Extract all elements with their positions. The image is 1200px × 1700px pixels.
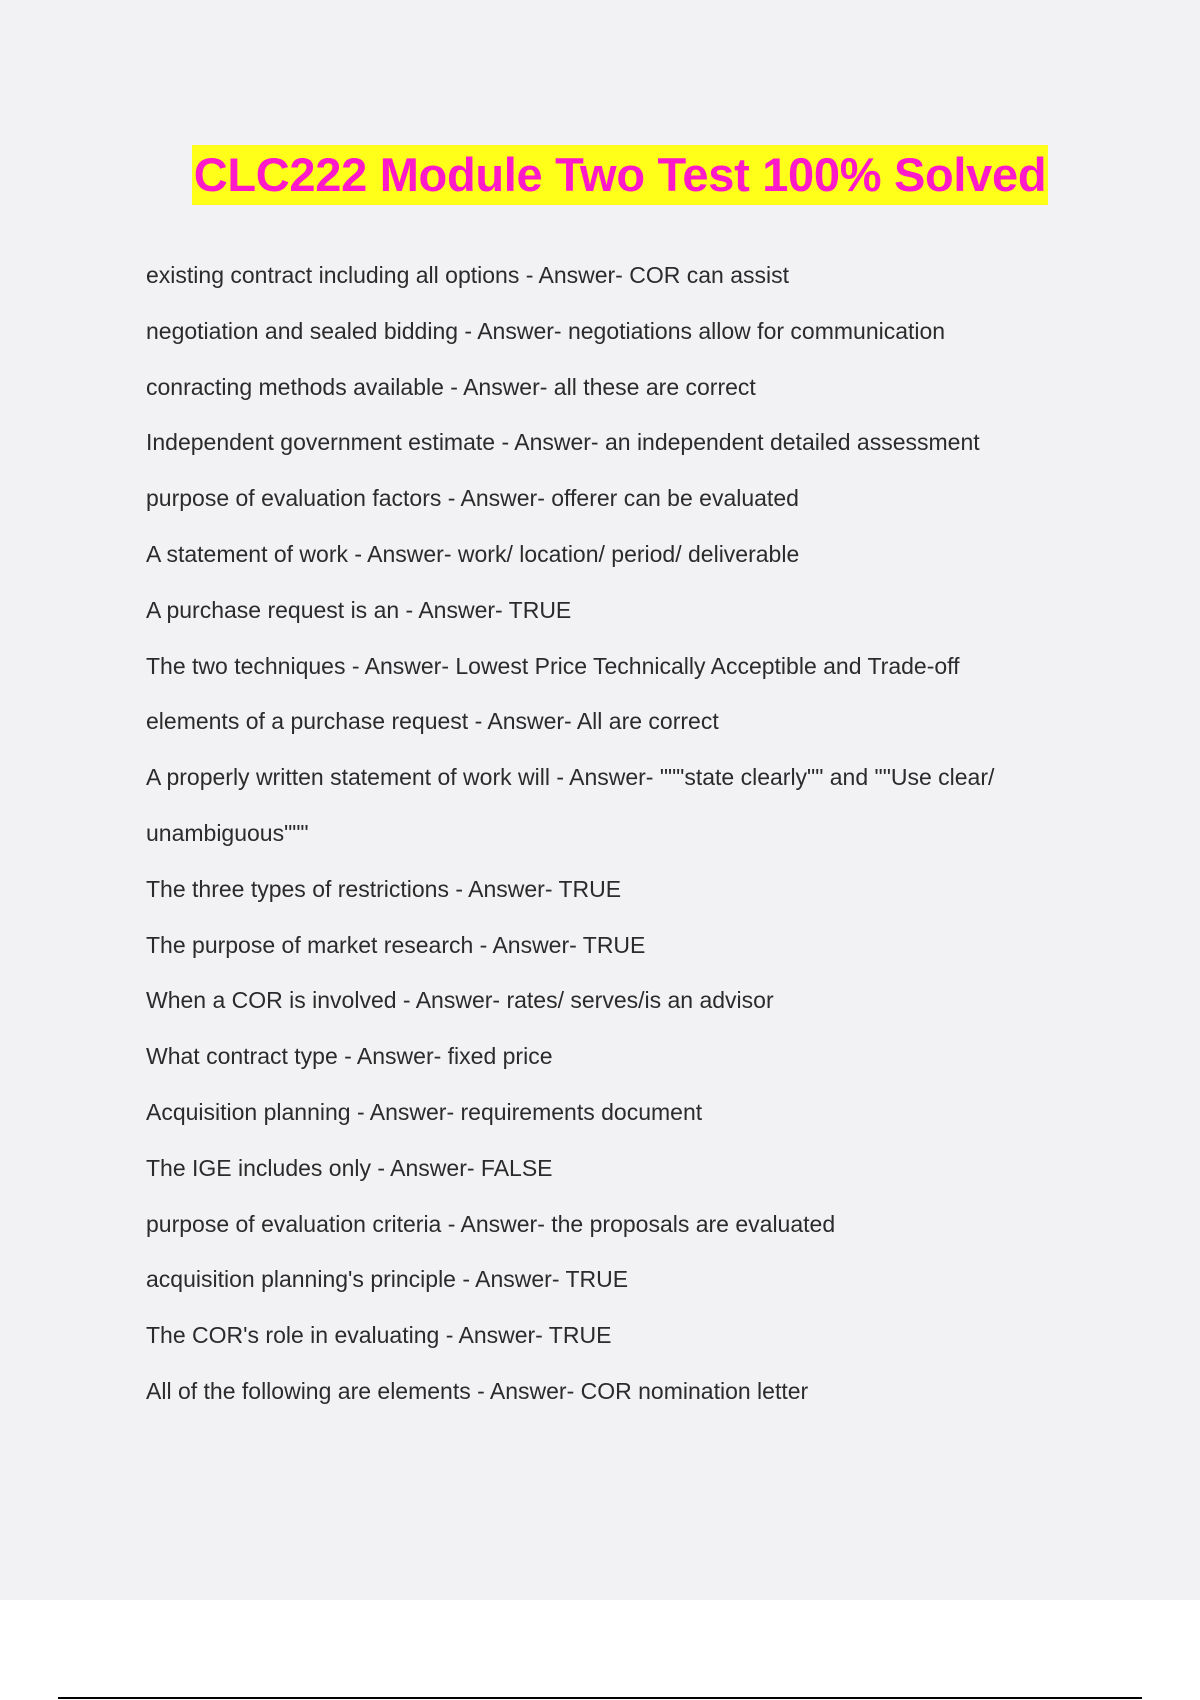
qa-line: A statement of work - Answer- work/ location/ period/ deliverable (146, 540, 800, 567)
qa-line: Acquisition planning - Answer- requirements document (146, 1098, 703, 1125)
qa-line: Independent government estimate - Answer- an independent detailed assessment (146, 429, 980, 456)
qa-line-continuation: unambiguous""" (146, 819, 309, 846)
qa-line: The IGE includes only - Answer- FALSE (146, 1154, 553, 1181)
qa-line: conracting methods available - Answer- all these are correct (146, 373, 756, 400)
qa-line: What contract type - Answer- fixed price (146, 1043, 553, 1070)
qa-line: acquisition planning's principle - Answer- TRUE (146, 1266, 629, 1293)
qa-line: The COR's role in evaluating - Answer- TRUE (146, 1322, 612, 1349)
qa-line: When a COR is involved - Answer- rates/ serves/is an advisor (146, 987, 774, 1014)
qa-line: All of the following are elements - Answer- COR nomination letter (146, 1377, 809, 1404)
qa-line: The three types of restrictions - Answer- TRUE (146, 875, 622, 902)
qa-list (146, 248, 1086, 1420)
qa-line: purpose of evaluation criteria - Answer- the proposals are evaluated (146, 1210, 836, 1237)
qa-line: existing contract including all options - Answer- COR can assist (146, 262, 790, 288)
qa-line: purpose of evaluation factors - Answer- offerer can be evaluated (146, 485, 799, 512)
qa-line: A properly written statement of work will - Answer- """state clearly"" and ""Use clear/ (146, 764, 995, 791)
footer-divider (58, 1697, 1142, 1699)
qa-line: The two techniques - Answer- Lowest Price Technically Acceptible and Trade-off (146, 652, 960, 679)
qa-line: negotiation and sealed bidding - Answer- negotiations allow for communication (146, 317, 946, 344)
qa-line: The purpose of market research - Answer- TRUE (146, 931, 646, 958)
page-title: CLC222 Module Two Test 100% Solved (192, 145, 1049, 205)
qa-line: elements of a purchase request - Answer- All are correct (146, 708, 719, 735)
title-container (0, 145, 1200, 205)
qa-line: A purchase request is an - Answer- TRUE (146, 596, 572, 623)
